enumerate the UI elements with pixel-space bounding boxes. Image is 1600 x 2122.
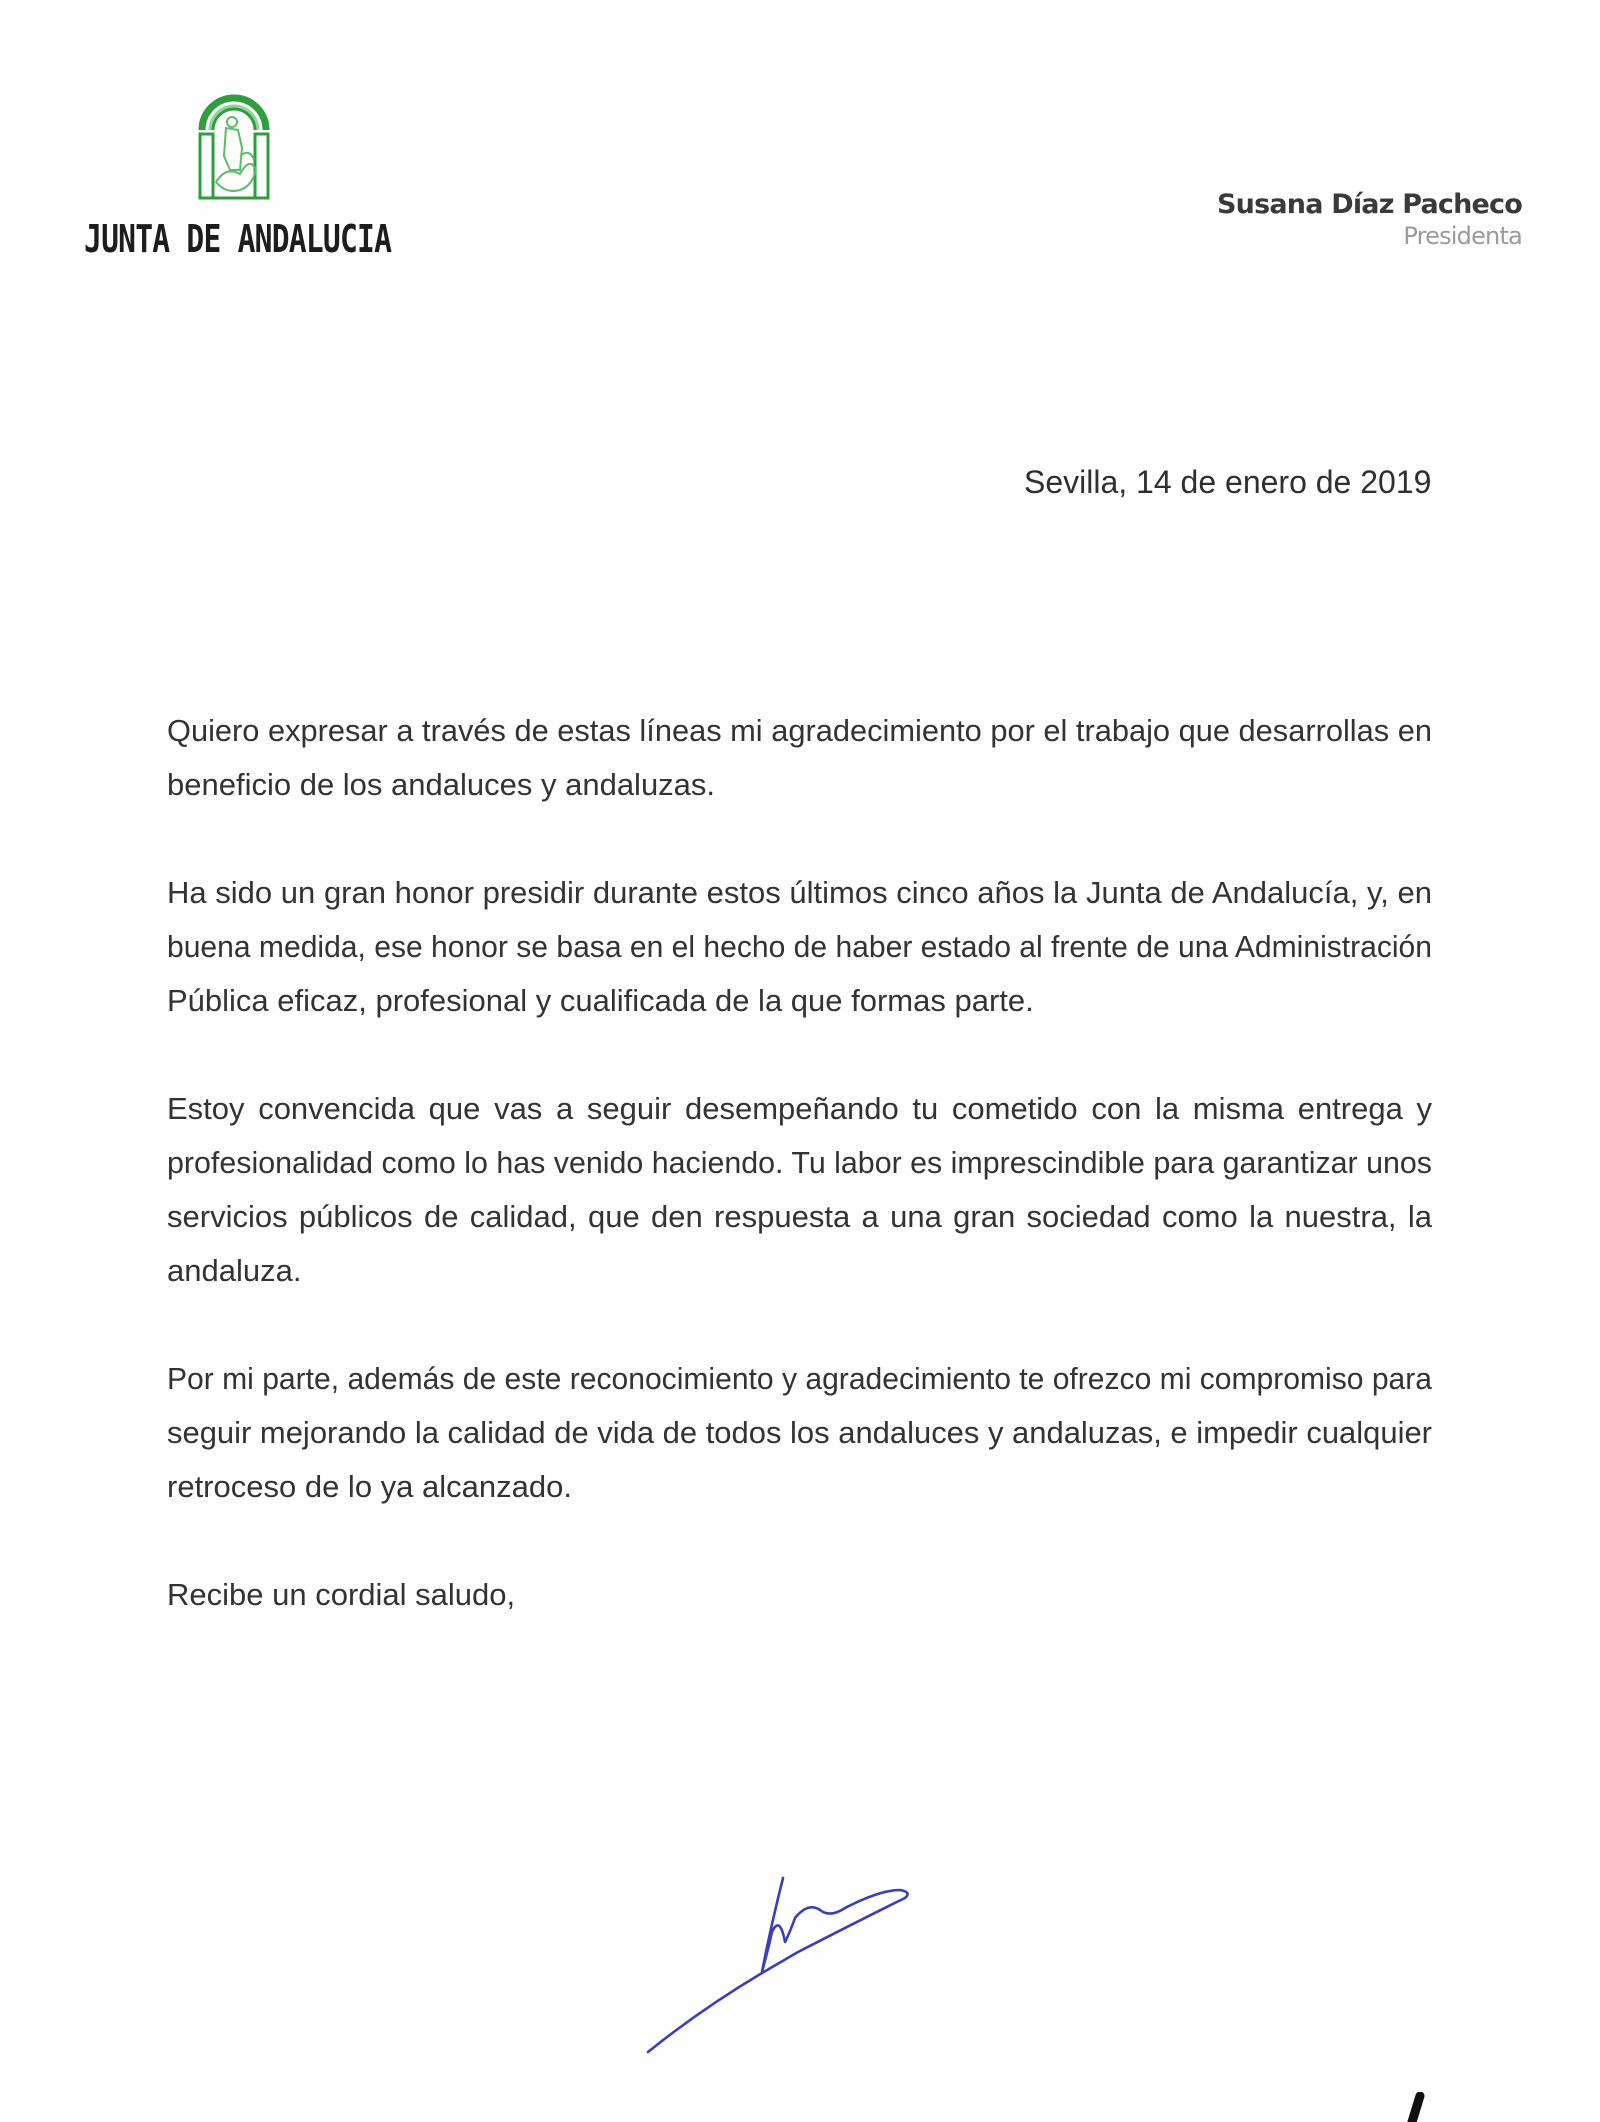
sender-title: Presidenta xyxy=(1403,222,1522,250)
closing-salutation: Recibe un cordial saludo, xyxy=(167,1577,516,1612)
paragraph-line: Por mi parte, además de este reconocimiento y agradecimiento te ofrezco mi compromiso para xyxy=(167,1361,1432,1396)
paragraph-line: Ha sido un gran honor presidir durante estos últimos cinco años la Junta de Andalucía, y, en xyxy=(167,875,1432,910)
paragraph-line: beneficio de los andaluces y andaluzas. xyxy=(167,767,716,802)
paragraph-line: Pública eficaz, profesional y cualificada de la que formas parte. xyxy=(167,983,1034,1018)
paragraph-1 xyxy=(167,704,1432,812)
paragraph-line: andaluza. xyxy=(167,1253,302,1288)
paragraph-line: profesionalidad como lo has venido haciendo. Tu labor es imprescindible para garantizar unos xyxy=(167,1145,1432,1180)
paragraph-line: buena medida, ese honor se basa en el hecho de haber estado al frente de una Administración xyxy=(167,929,1432,964)
date-line: Sevilla, 14 de enero de 2019 xyxy=(1024,464,1432,500)
junta-de-andalucia-emblem-icon xyxy=(196,86,272,202)
sender-name: Susana Díaz Pacheco xyxy=(1217,189,1522,220)
paragraph-3 xyxy=(167,1082,1432,1298)
scan-artifact-mark xyxy=(1400,2092,1430,2122)
paragraph-line: retroceso de lo ya alcanzado. xyxy=(167,1469,572,1504)
paragraph-line: Estoy convencida que vas a seguir desempeñando tu cometido con la misma entrega y xyxy=(167,1091,1432,1126)
sender-block xyxy=(1217,188,1522,250)
handwritten-signature-icon xyxy=(640,1860,940,2070)
paragraph-2 xyxy=(167,866,1432,1028)
organization-wordmark: JUNTA DE ANDALUCIA xyxy=(84,217,392,261)
letter-body xyxy=(167,704,1432,1622)
paragraph-4 xyxy=(167,1352,1432,1514)
paragraph-line: Quiero expresar a través de estas líneas mi agradecimiento por el trabajo que desarrollas en xyxy=(167,713,1432,748)
paragraph-line: seguir mejorando la calidad de vida de todos los andaluces y andaluzas, e impedir cualquier xyxy=(167,1415,1432,1450)
paragraph-line: servicios públicos de calidad, que den respuesta a una gran sociedad como la nuestra, la xyxy=(167,1199,1432,1234)
